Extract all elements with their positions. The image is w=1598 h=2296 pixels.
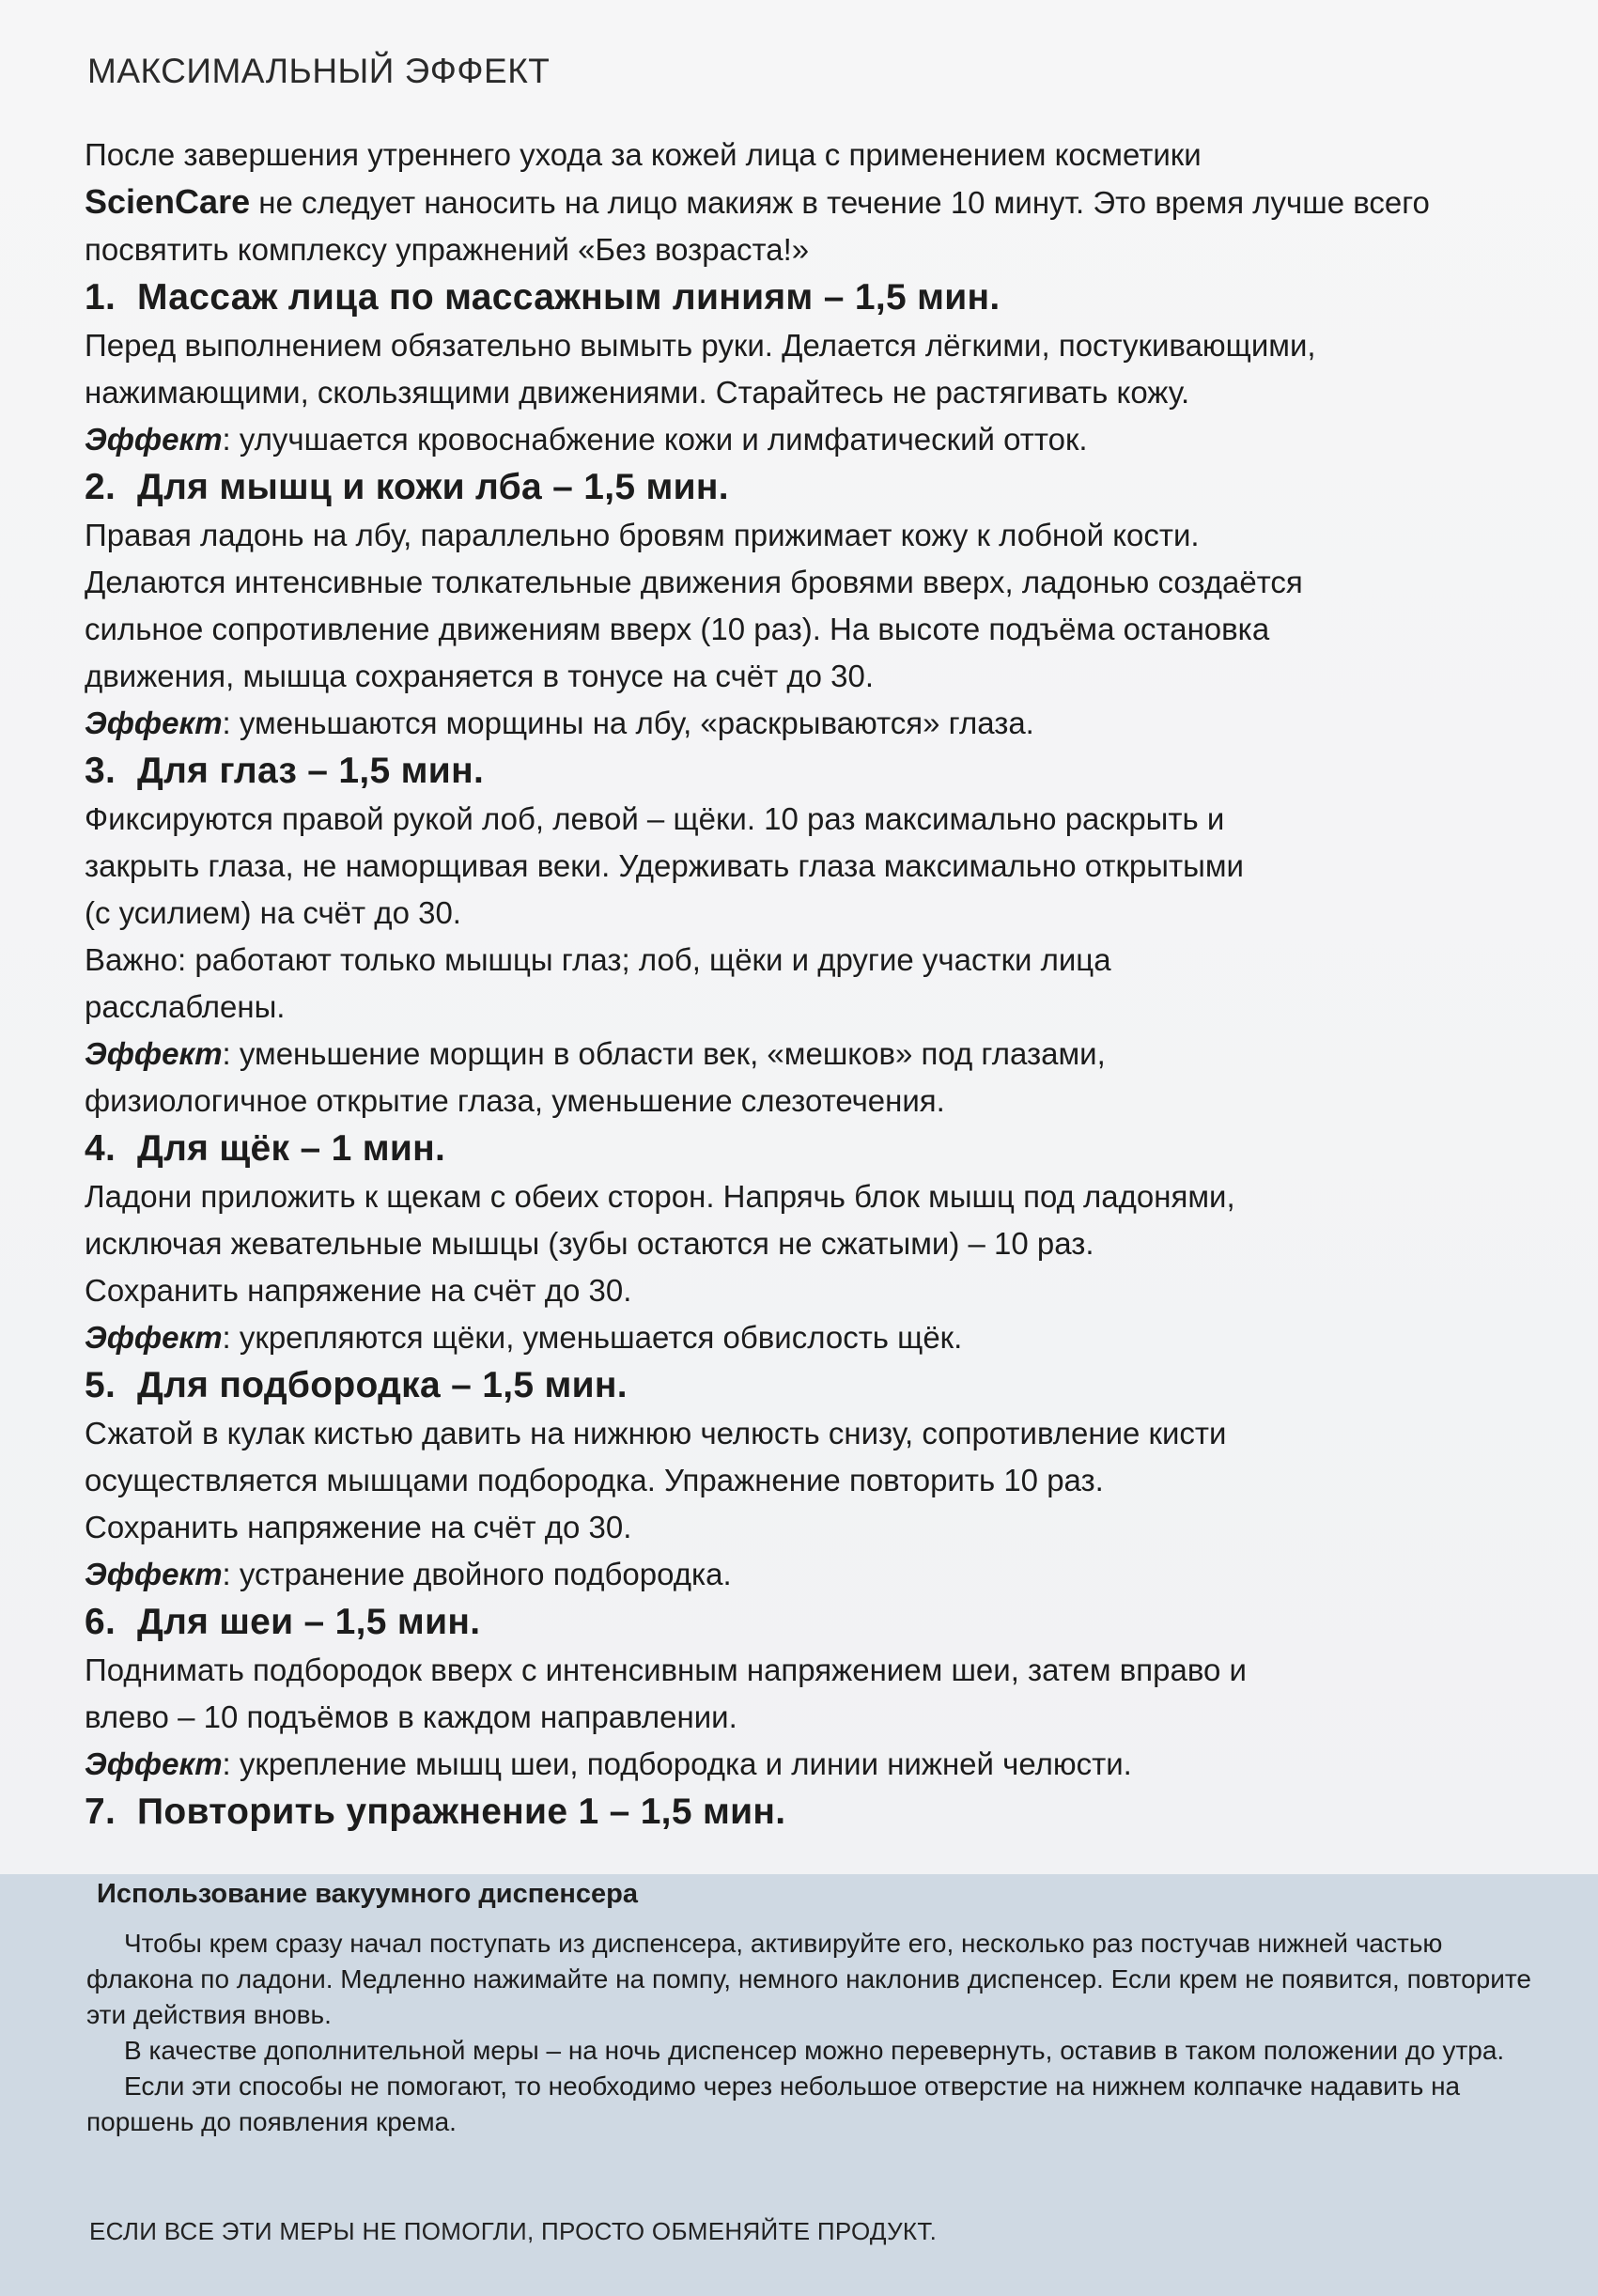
exercise-heading: [85, 273, 1522, 322]
effect-label: Эффект: [85, 1557, 223, 1591]
exercise-title: Для подбородка – 1,5 мин.: [137, 1365, 628, 1405]
exercise-line: осуществляется мышцами подбородка. Упражнение повторить 10 раз.: [85, 1463, 1104, 1497]
exercise-line: влево – 10 подъёмов в каждом направлении.: [85, 1699, 737, 1734]
exercise-line: Делаются интенсивные толкательные движения бровями вверх, ладонью создаётся: [85, 565, 1303, 599]
intro-text-cont: не следует наносить на лицо макияж в течение 10 минут. Это время лучше всего посвятить комплексу упражнений «Без возраста!»: [85, 185, 1430, 267]
exercise-effect: [85, 1314, 1522, 1361]
exercise-effect: [85, 416, 1522, 463]
exercise-effect: [85, 1551, 1522, 1598]
exercise-heading: [85, 463, 1522, 512]
exercise-line: Поднимать подбородок вверх с интенсивным напряжением шеи, затем вправо и: [85, 1652, 1247, 1687]
exercise-number: 2.: [85, 467, 116, 507]
exercise-title: Для мышц и кожи лба – 1,5 мин.: [137, 467, 729, 507]
effect-text: : укрепляются щёки, уменьшается обвислость щёк.: [222, 1320, 963, 1355]
exercise-number: 7.: [85, 1792, 116, 1832]
brand-name: ScienCare: [85, 182, 251, 221]
exercise-line: Правая ладонь на лбу, параллельно бровям прижимает кожу к лобной кости.: [85, 518, 1200, 552]
effect-label: Эффект: [85, 422, 223, 457]
page-title: МАКСИМАЛЬНЫЙ ЭФФЕКТ: [87, 52, 551, 90]
exercise-line: Сохранить напряжение на счёт до 30.: [85, 1510, 632, 1544]
exercise-title: Повторить упражнение 1 – 1,5 мин.: [137, 1792, 786, 1832]
exercise-line: Сохранить напряжение на счёт до 30.: [85, 1273, 632, 1308]
exercise-effect: [85, 700, 1522, 747]
exercise-line: исключая жевательные мышцы (зубы остаются не сжатыми) – 10 раз.: [85, 1226, 1094, 1261]
intro-paragraph: [85, 132, 1522, 273]
exercise-heading: [85, 1788, 1522, 1837]
exercise-line: расслаблены.: [85, 989, 286, 1024]
intro-text: После завершения утреннего ухода за кожей лица с применением косметики: [85, 137, 1202, 172]
exercise-line: Ладони приложить к щекам с обеих сторон. Напрячь блок мышц под ладонями,: [85, 1179, 1235, 1214]
exercise-number: 1.: [85, 277, 116, 318]
exercise-line: сильное сопротивление движениям вверх (10 раз). На высоте подъёма остановка: [85, 612, 1270, 646]
exercise-heading: [85, 747, 1522, 796]
exercise-heading: [85, 1598, 1522, 1647]
effect-text: : уменьшение морщин в области век, «мешков» под глазами,: [222, 1036, 1106, 1071]
exercise-line: движения, мышца сохраняется в тонусе на счёт до 30.: [85, 659, 875, 693]
exercise-heading: [85, 1125, 1522, 1173]
effect-text: : устранение двойного подбородка.: [222, 1557, 732, 1591]
exercise-number: 3.: [85, 751, 116, 791]
exercise-number: 4.: [85, 1128, 116, 1169]
exercise-content: [85, 132, 1522, 1837]
effect-label: Эффект: [85, 1036, 223, 1071]
dispenser-paragraph: В качестве дополнительной меры – на ночь диспенсер можно перевернуть, оставив в таком положении до утра.: [124, 2036, 1505, 2065]
exercise-title: Для щёк – 1 мин.: [137, 1128, 446, 1169]
effect-text: : уменьшаются морщины на лбу, «раскрываются» глаза.: [222, 706, 1034, 740]
dispenser-paragraph: Чтобы крем сразу начал поступать из диспенсера, активируйте его, несколько раз постучав нижней частью флакона по ладони. Медленно нажимайте на помпу, немного наклонив диспенсер. Если крем не появится, повторите эти действия вновь.: [86, 1929, 1531, 2029]
exercise-title: Для глаз – 1,5 мин.: [137, 751, 485, 791]
exercise-title: Для шеи – 1,5 мин.: [137, 1602, 481, 1642]
effect-label: Эффект: [85, 706, 223, 740]
exercise-line: закрыть глаза, не наморщивая веки. Удерживать глаза максимально открытыми: [85, 848, 1244, 883]
exercise-line: (с усилием) на счёт до 30.: [85, 895, 461, 930]
effect-label: Эффект: [85, 1746, 223, 1781]
effect-label: Эффект: [85, 1320, 223, 1355]
exercise-effect: [85, 1031, 1522, 1078]
effect-text: : улучшается кровоснабжение кожи и лимфатический отток.: [222, 422, 1088, 457]
exercise-number: 5.: [85, 1365, 116, 1405]
exercise-line: Фиксируются правой рукой лоб, левой – щёки. 10 раз максимально раскрыть и: [85, 801, 1225, 836]
exercise-title: Массаж лица по массажным линиям – 1,5 мин.: [137, 277, 1001, 318]
dispenser-text: [86, 1926, 1533, 2140]
exercise-heading: [85, 1361, 1522, 1410]
exercise-number: 6.: [85, 1602, 116, 1642]
exercise-line: нажимающими, скользящими движениями. Старайтесь не растягивать кожу.: [85, 375, 1190, 410]
dispenser-footer: ЕСЛИ ВСЕ ЭТИ МЕРЫ НЕ ПОМОГЛИ, ПРОСТО ОБМЕНЯЙТЕ ПРОДУКТ.: [89, 2217, 938, 2245]
exercise-line: Перед выполнением обязательно вымыть руки. Делается лёгкими, постукивающими,: [85, 328, 1316, 363]
exercise-effect-cont: физиологичное открытие глаза, уменьшение слезотечения.: [85, 1083, 945, 1118]
effect-text: : укрепление мышц шеи, подбородка и линии нижней челюсти.: [222, 1746, 1132, 1781]
exercise-effect: [85, 1741, 1522, 1788]
dispenser-title: Использование вакуумного диспенсера: [97, 1879, 638, 1909]
dispenser-paragraph: Если эти способы не помогают, то необходимо через небольшое отверстие на нижнем колпачке надавить на поршень до появления крема.: [86, 2071, 1461, 2136]
exercise-line: Важно: работают только мышцы глаз; лоб, щёки и другие участки лица: [85, 942, 1111, 977]
exercise-line: Сжатой в кулак кистью давить на нижнюю челюсть снизу, сопротивление кисти: [85, 1416, 1227, 1451]
